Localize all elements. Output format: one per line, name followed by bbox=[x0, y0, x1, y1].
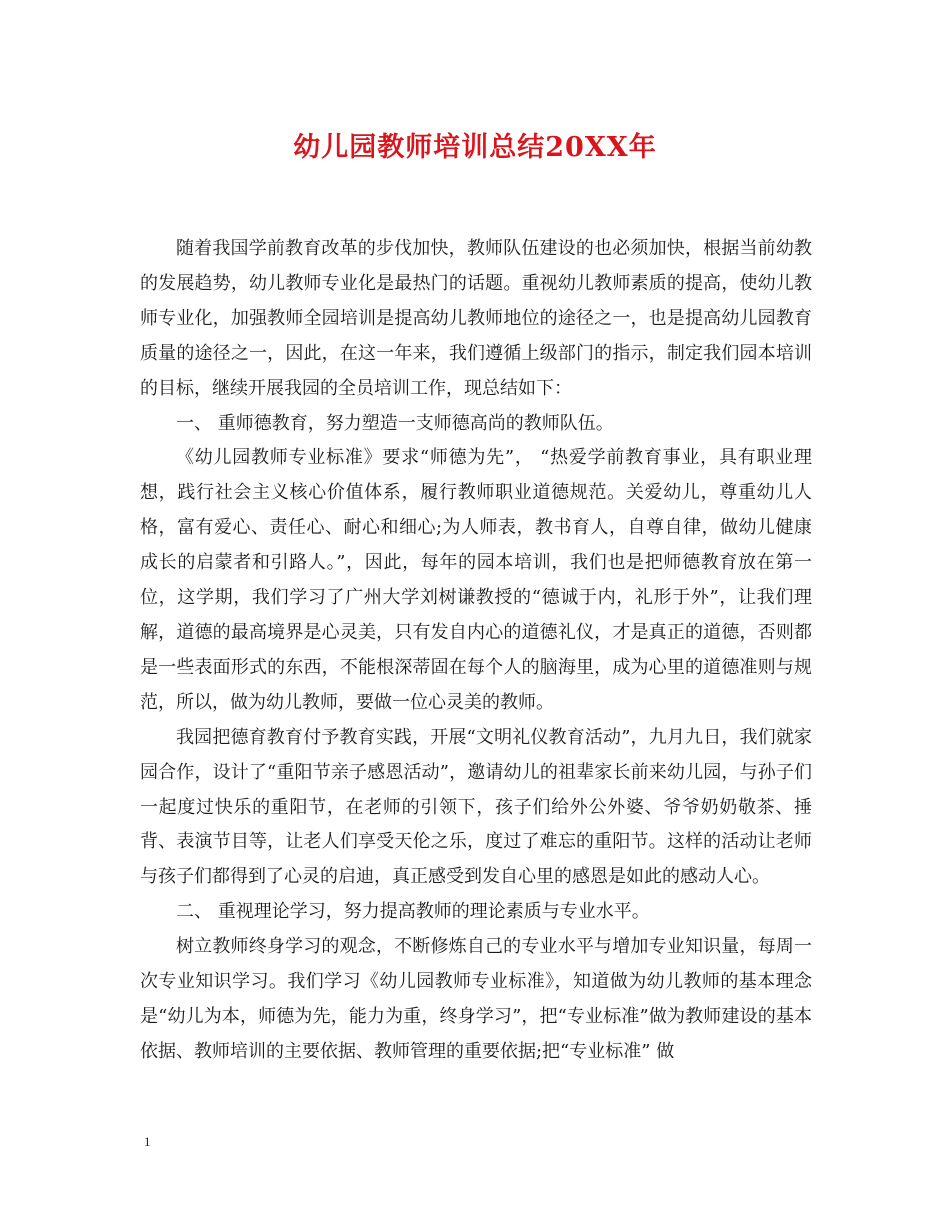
paragraph-theory: 树立教师终身学习的观念，不断修炼自己的专业水平与增加专业知识量，每周一次专业知识学习。我们学习《幼儿园教师专业标准》，知道做为幼儿教师的基本理念是“幼儿为本，师德为先，能力为重，终身学习”，把“专业标准”做为教师建设的基本依据、教师培训的主要依据、教师管理的重要依据;把“专业标准” 做 bbox=[140, 936, 812, 1062]
document-body bbox=[140, 232, 812, 1070]
paragraph-ethics: 《幼儿园教师专业标准》要求“师德为先”， “热爱学前教育事业，具有职业理想，践行社会主义核心价值体系，履行教师职业道德规范。关爱幼儿，尊重幼儿人格，富有爱心、责任心、耐心和细心;为人师表，教书育人，自尊自律，做幼儿健康成长的启蒙者和引路人。”，因此，每年的园本培训，我们也是把师德教育放在第一位，这学期，我们学习了广州大学刘树谦教授的“德诚于内，礼形于外”，让我们理解，道德的最高境界是心灵美，只有发自内心的道德礼仪，才是真正的道德，否则都是一些表面形式的东西，不能根深蒂固在每个人的脑海里，成为心里的道德准则与规范，所以，做为幼儿教师，要做一位心灵美的教师。 bbox=[140, 447, 812, 713]
document-title: 幼儿园教师培训总结20XX年 bbox=[293, 132, 657, 163]
page-number: 1 bbox=[144, 1134, 151, 1149]
paragraph-intro: 随着我国学前教育改革的步伐加快，教师队伍建设的也必须加快，根据当前幼教的发展趋势，幼儿教师专业化是最热门的话题。重视幼儿教师素质的提高，使幼儿教师专业化，加强教师全园培训是提高幼儿教师地位的途径之一，也是提高幼儿园教育质量的途径之一，因此，在这一年来，我们遵循上级部门的指示，制定我们园本培训的目标，继续开展我园的全员培训工作，现总结如下： bbox=[140, 238, 812, 399]
paragraph-practice: 我园把德育教育付予教育实践，开展“文明礼仪教育活动”，九月九日，我们就家园合作，设计了“重阳节亲子感恩活动”，邀请幼儿的祖辈家长前来幼儿园，与孙子们一起度过快乐的重阳节，在老师的引领下，孩子们给外公外婆、爷爷奶奶敬茶、捶背、表演节目等，让老人们享受天伦之乐，度过了难忘的重阳节。这样的活动让老师与孩子们都得到了心灵的启迪，真正感受到发自心里的感恩是如此的感动人心。 bbox=[140, 726, 812, 888]
section-heading-2: 二、 重视理论学习，努力提高教师的理论素质与专业水平。 bbox=[176, 901, 650, 923]
section-heading-1: 一、 重师德教育，努力塑造一支师德高尚的教师队伍。 bbox=[176, 412, 614, 434]
